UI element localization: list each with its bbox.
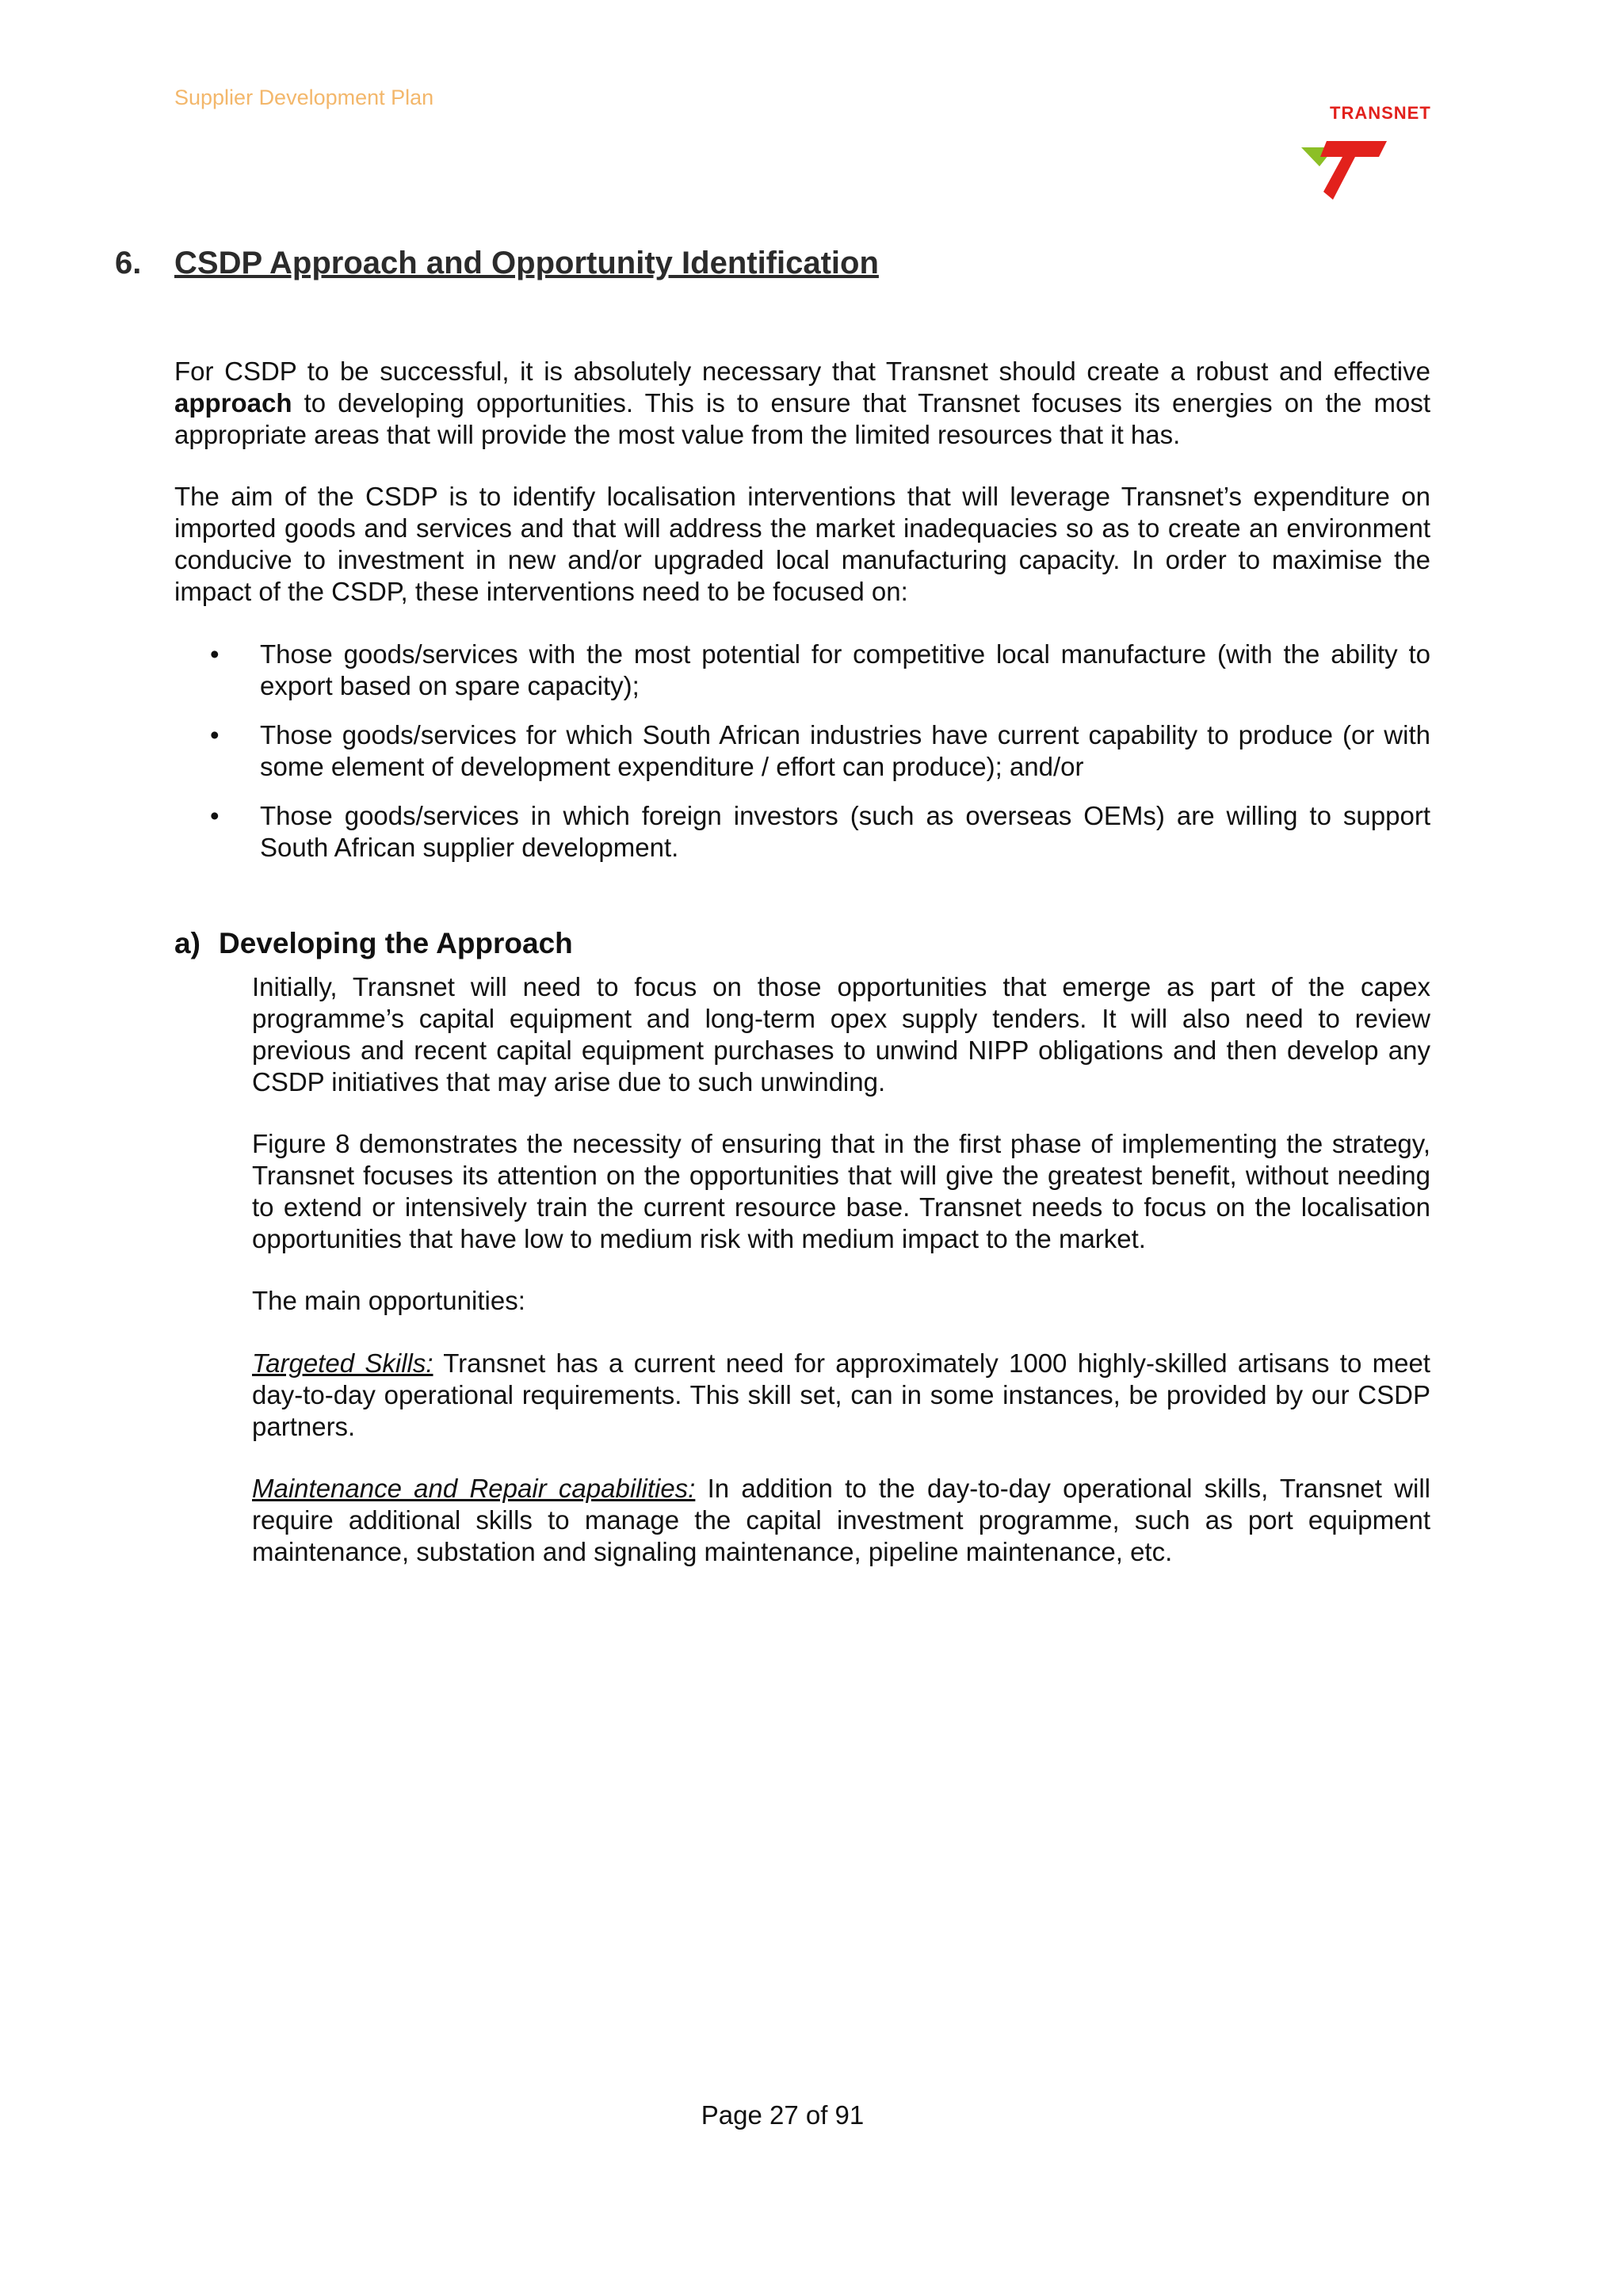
section-heading (115, 246, 879, 281)
subsection-title: Developing the Approach (219, 927, 573, 959)
bullet-text: Those goods/services for which South African industries have current capability to produce (or with some element of development expenditure / effort can produce); and/or (260, 720, 1430, 781)
opportunity-text: Transnet has a current need for approximately 1000 highly-skilled artisans to meet day-to-day operational requirements. This skill set, can in some instances, be provided by our CSDP partners. (252, 1348, 1430, 1441)
intro-paragraph-2: The aim of the CSDP is to identify localisation interventions that will leverage Transnet’s expenditure on imported goods and services and that will address the market inadequacies so as to create an environment conducive to investment in new and/or upgraded local manufacturing capacity. In order to maximise the impact of the CSDP, these interventions need to be focused on: (174, 482, 1430, 606)
opportunity-maintenance-repair (252, 1473, 1430, 1568)
bullet-text: Those goods/services with the most potential for competitive local manufacture (with the ability to export based on spare capacity); (260, 639, 1430, 700)
intro-p1-bold: approach (174, 388, 292, 418)
bullet-icon: • (210, 801, 220, 830)
opportunity-targeted-skills (252, 1348, 1430, 1443)
section-number: 6. (115, 246, 142, 280)
list-item (174, 719, 1430, 783)
approach-paragraph-2: Figure 8 demonstrates the necessity of ensuring that in the first phase of implementing the strategy, Transnet focuses its attention on the opportunities that will give the greatest benefit, without needing to extend or intensively train the current resource base. Transnet needs to focus on the localisation opportunities that have low to medium risk with medium impact to the market. (252, 1129, 1430, 1253)
transnet-logo-icon (1300, 133, 1395, 204)
document-header-label: Supplier Development Plan (174, 86, 434, 109)
transnet-logo (1300, 101, 1434, 204)
subsection-letter: a) (174, 927, 200, 959)
opportunity-label: Targeted Skills: (252, 1348, 433, 1378)
approach-paragraph-1: Initially, Transnet will need to focus on those opportunities that emerge as part of the capex programme’s capital equipment and long-term opex supply tenders. It will also need to review previous and recent capital equipment purchases to unwind NIPP obligations and then develop any CSDP initiatives that may arise due to such unwinding. (252, 972, 1430, 1097)
bullet-icon: • (210, 639, 220, 669)
intro-paragraph-1 (174, 356, 1430, 451)
opportunity-label: Maintenance and Repair capabilities: (252, 1474, 696, 1503)
list-item (174, 639, 1430, 702)
bullet-text: Those goods/services in which foreign investors (such as overseas OEMs) are willing to support South African supplier development. (260, 801, 1430, 862)
intro-p1-text-a: For CSDP to be successful, it is absolutely necessary that Transnet should create a robust and effective (174, 357, 1430, 386)
list-item (174, 800, 1430, 864)
bullet-icon: • (210, 720, 220, 749)
page-number: Page 27 of 91 (701, 2100, 865, 2130)
logo-wordmark: TRANSNET (1330, 103, 1431, 123)
section-title: CSDP Approach and Opportunity Identification (174, 246, 879, 280)
intro-p1-text-b: to developing opportunities. This is to ensure that Transnet focuses its energies on the most appropriate areas that will provide the most value from the limited resources that it has. (174, 388, 1430, 449)
approach-paragraph-3: The main opportunities: (252, 1286, 525, 1315)
opportunity-text: In addition to the day-to-day operational skills, Transnet will require additional skills to manage the capital investment programme, such as port equipment maintenance, substation and signaling maintenance, pipeline maintenance, etc. (252, 1474, 1430, 1566)
subsection-heading (174, 927, 573, 960)
